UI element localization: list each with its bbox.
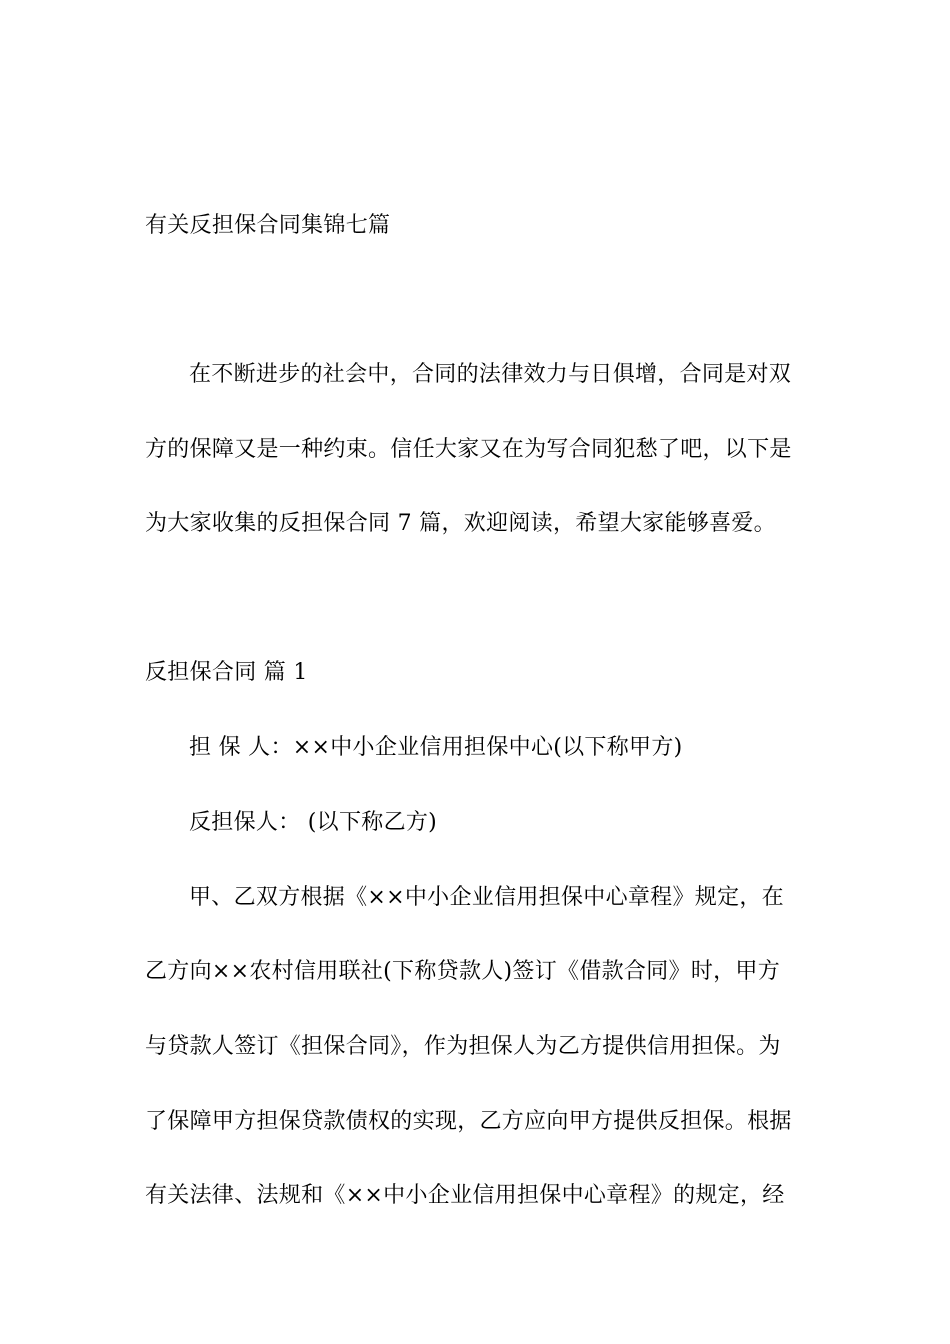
document-title: 有关反担保合同集锦七篇 xyxy=(145,213,391,238)
body-line-5: 有关法律、法规和《××中小企业信用担保中心章程》的规定，经 xyxy=(145,1183,785,1208)
intro-line-1: 在不断进步的社会中，合同的法律效力与日俱增，合同是对双 xyxy=(189,362,792,387)
body-line-2: 乙方向××农村信用联社(下称贷款人)签订《借款合同》时，甲方 xyxy=(145,959,781,984)
section-heading: 反担保合同 篇 1 xyxy=(145,660,308,685)
intro-line-3: 为大家收集的反担保合同 7 篇，欢迎阅读，希望大家能够喜爱。 xyxy=(145,511,776,536)
body-line-3: 与贷款人签订《担保合同》，作为担保人为乙方提供信用担保。为 xyxy=(145,1034,781,1059)
intro-line-2: 方的保障又是一种约束。信任大家又在为写合同犯愁了吧，以下是 xyxy=(145,437,792,462)
counter-guarantor-line: 反担保人： (以下称乙方) xyxy=(189,810,438,835)
guarantor-line: 担 保 人：××中小企业信用担保中心(以下称甲方) xyxy=(189,735,683,760)
body-line-1: 甲、乙双方根据《××中小企业信用担保中心章程》规定，在 xyxy=(189,885,784,910)
body-line-4: 了保障甲方担保贷款债权的实现，乙方应向甲方提供反担保。根据 xyxy=(145,1109,792,1134)
